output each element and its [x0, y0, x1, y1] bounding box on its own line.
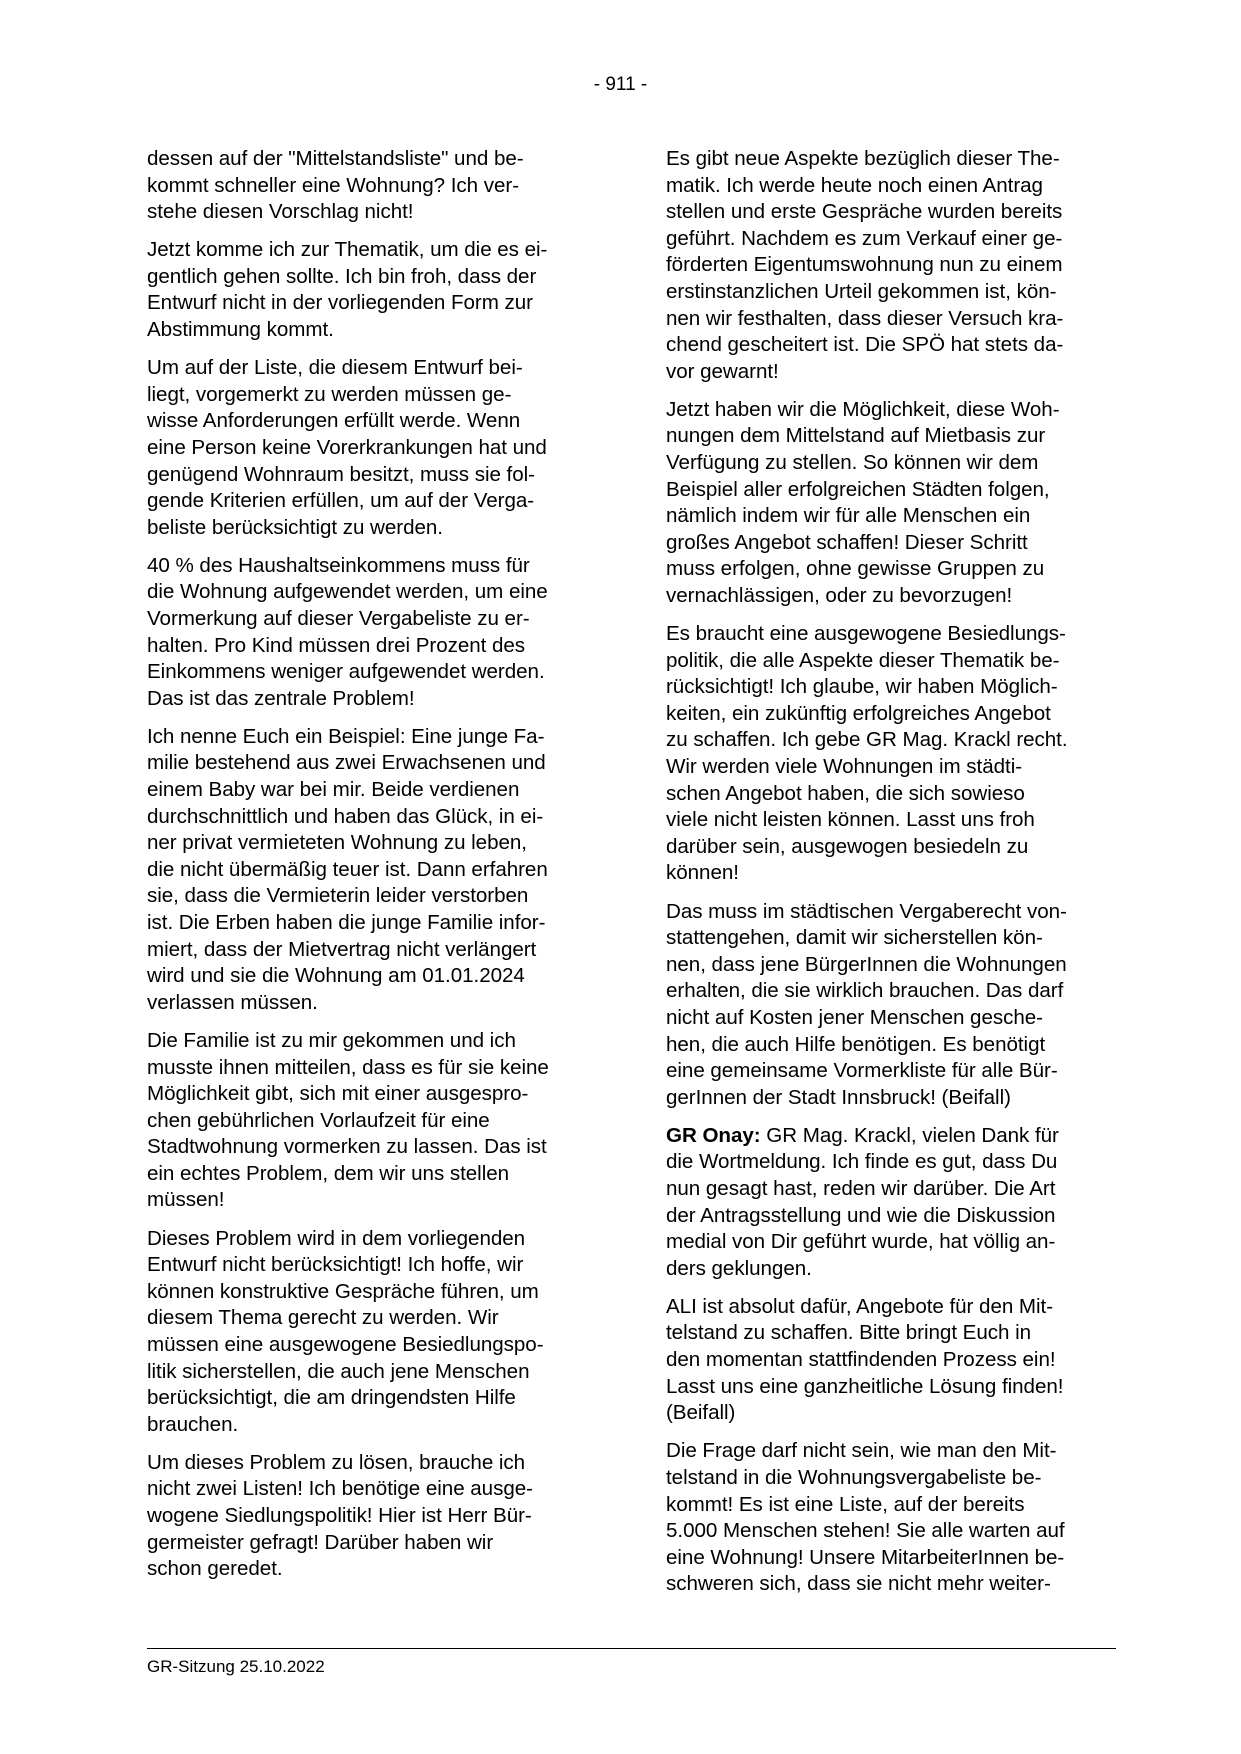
paragraph-text: Es gibt neue Aspekte bezüglich dieser The- matik. Ich werde heute noch einen Antrag stellen und erste Gespräche wurden bereits geführt. Nachdem es zum Verkauf einer ge- förderten Eigentumswohnung nun zu einem erstinstanzlichen Urteil gekommen ist, kön- nen wir festhalten, dass dieser Versuch kra- chend gescheitert ist. Die SPÖ hat stets da- vor gewarnt!: [666, 147, 1064, 383]
left-column: [147, 146, 591, 1594]
paragraph: [666, 899, 1116, 1112]
paragraph: [666, 1294, 1116, 1427]
paragraph: [666, 1123, 1116, 1283]
paragraph-text: Die Familie ist zu mir gekommen und ich musste ihnen mitteilen, dass es für sie keine Möglichkeit gibt, sich mit einer ausgespro- chen gebührlichen Vorlaufzeit für eine Stadtwohnung vormerken zu lassen. Das ist ein echtes Problem, dem wir uns stellen müssen!: [147, 1028, 549, 1212]
paragraph-text: GR Mag. Krackl, vielen Dank für die Wortmeldung. Ich finde es gut, dass Du nun gesagt hast, reden wir darüber. Die Art der Antragsstellung und wie die Diskussion medial von Dir geführt wurde, hat völlig an- ders geklungen.: [666, 1123, 1059, 1280]
paragraph: [147, 355, 591, 541]
paragraph-text: Jetzt komme ich zur Thematik, um die es ei- gentlich gehen sollte. Ich bin froh, dass der Entwurf nicht in der vorliegenden Form zur Abstimmung kommt.: [147, 238, 548, 342]
paragraph-text: dessen auf der "Mittelstandsliste" und be- kommt schneller eine Wohnung? Ich ver- stehe diesen Vorschlag nicht!: [147, 147, 524, 224]
paragraph: [147, 146, 591, 226]
paragraph-text: Das muss im städtischen Vergaberecht von- stattengehen, damit wir sicherstellen kön- nen, dass jene BürgerInnen die Wohnungen erhalten, die sie wirklich brauchen. Das darf nicht auf Kosten jener Menschen gesche- hen, die auch Hilfe benötigen. Es benötigt eine gemeinsame Vormerkliste für alle Bür- gerInnen der Stadt Innsbruck! (Beifall): [666, 899, 1067, 1109]
paragraph-text: Dieses Problem wird in dem vorliegenden Entwurf nicht berücksichtigt! Ich hoffe, wir können konstruktive Gespräche führen, um diesem Thema gerecht zu werden. Wir müssen eine ausgewogene Besiedlungspo- litik sicherstellen, die auch jene Menschen berücksichtigt, die am dringendsten Hilfe brauchen.: [147, 1226, 544, 1436]
paragraph: [147, 553, 591, 713]
paragraph: [666, 397, 1116, 610]
paragraph: [147, 1028, 591, 1214]
paragraph-text: 40 % des Haushaltseinkommens muss für die Wohnung aufgewendet werden, um eine Vormerkung auf dieser Vergabeliste zu er- halten. Pro Kind müssen drei Prozent des Einkommens weniger aufgewendet werden. Das ist das zentrale Problem!: [147, 553, 548, 710]
paragraph-text: Ich nenne Euch ein Beispiel: Eine junge Fa- milie bestehend aus zwei Erwachsenen und einem Baby war bei mir. Beide verdienen durchschnittlich und haben das Glück, in ei- ner privat vermieteten Wohnung zu leben, die nicht übermäßig teuer ist. Dann erfahren sie, dass die Vermieterin leider verstorben ist. Die Erben haben die junge Familie infor- miert, dass der Mietvertrag nicht verlängert wird und sie die Wohnung am 01.01.2024 verlassen müssen.: [147, 724, 548, 1014]
right-column: [666, 146, 1116, 1609]
paragraph: [147, 1226, 591, 1439]
paragraph-text: Um auf der Liste, die diesem Entwurf bei- liegt, vorgemerkt zu werden müssen ge- wisse Anforderungen erfüllt werde. Wenn eine Person keine Vorerkrankungen hat und genügend Wohnraum besitzt, muss sie fol- gende Kriterien erfüllen, um auf der Verga- beliste berücksichtigt zu werden.: [147, 356, 547, 539]
paragraph: [147, 237, 591, 343]
paragraph-text: Es braucht eine ausgewogene Besiedlungs- politik, die alle Aspekte dieser Thematik be- rücksichtigt! Ich glaube, wir haben Möglich- keiten, ein zukünftig erfolgreiches Angebot zu schaffen. Ich gebe GR Mag. Krackl recht. Wir werden viele Wohnungen im städti- schen Angebot haben, die sich sowieso viele nicht leisten können. Lasst uns froh darüber sein, ausgewogen besiedeln zu können!: [666, 622, 1068, 885]
page-number: - 911 -: [593, 74, 648, 95]
paragraph: [666, 146, 1116, 385]
footer-session-date: GR-Sitzung 25.10.2022: [147, 1657, 325, 1676]
paragraph-text: ALI ist absolut dafür, Angebote für den Mit- telstand zu schaffen. Bitte bringt Euch in den momentan stattfindenden Prozess ein! Lasst uns eine ganzheitliche Lösung finden! (Beifall): [666, 1294, 1064, 1425]
speaker-name: GR Onay:: [666, 1123, 761, 1147]
paragraph-text: Jetzt haben wir die Möglichkeit, diese Woh- nungen dem Mittelstand auf Mietbasis zur Verfügung zu stellen. So können wir dem Beispiel aller erfolgreichen Städten folgen, nämlich indem wir für alle Menschen ein großes Angebot schaffen! Dieser Schritt muss erfolgen, ohne gewisse Gruppen zu vernachlässigen, oder zu bevorzugen!: [666, 397, 1060, 607]
paragraph: [666, 1438, 1116, 1598]
paragraph-text: Die Frage darf nicht sein, wie man den Mit- telstand in die Wohnungsvergabeliste be- kommt! Es ist eine Liste, auf der bereits 5.000 Menschen stehen! Sie alle warten auf eine Wohnung! Unsere MitarbeiterInnen be- schweren sich, dass sie nicht mehr weiter-: [666, 1439, 1065, 1596]
paragraph: [147, 724, 591, 1017]
paragraph-text: Um dieses Problem zu lösen, brauche ich nicht zwei Listen! Ich benötige eine ausge- wogene Siedlungspolitik! Hier ist Herr Bür- germeister gefragt! Darüber haben wir schon geredet.: [147, 1450, 533, 1581]
paragraph: [666, 621, 1116, 887]
footer-divider: [147, 1648, 1116, 1649]
paragraph: [147, 1450, 591, 1583]
